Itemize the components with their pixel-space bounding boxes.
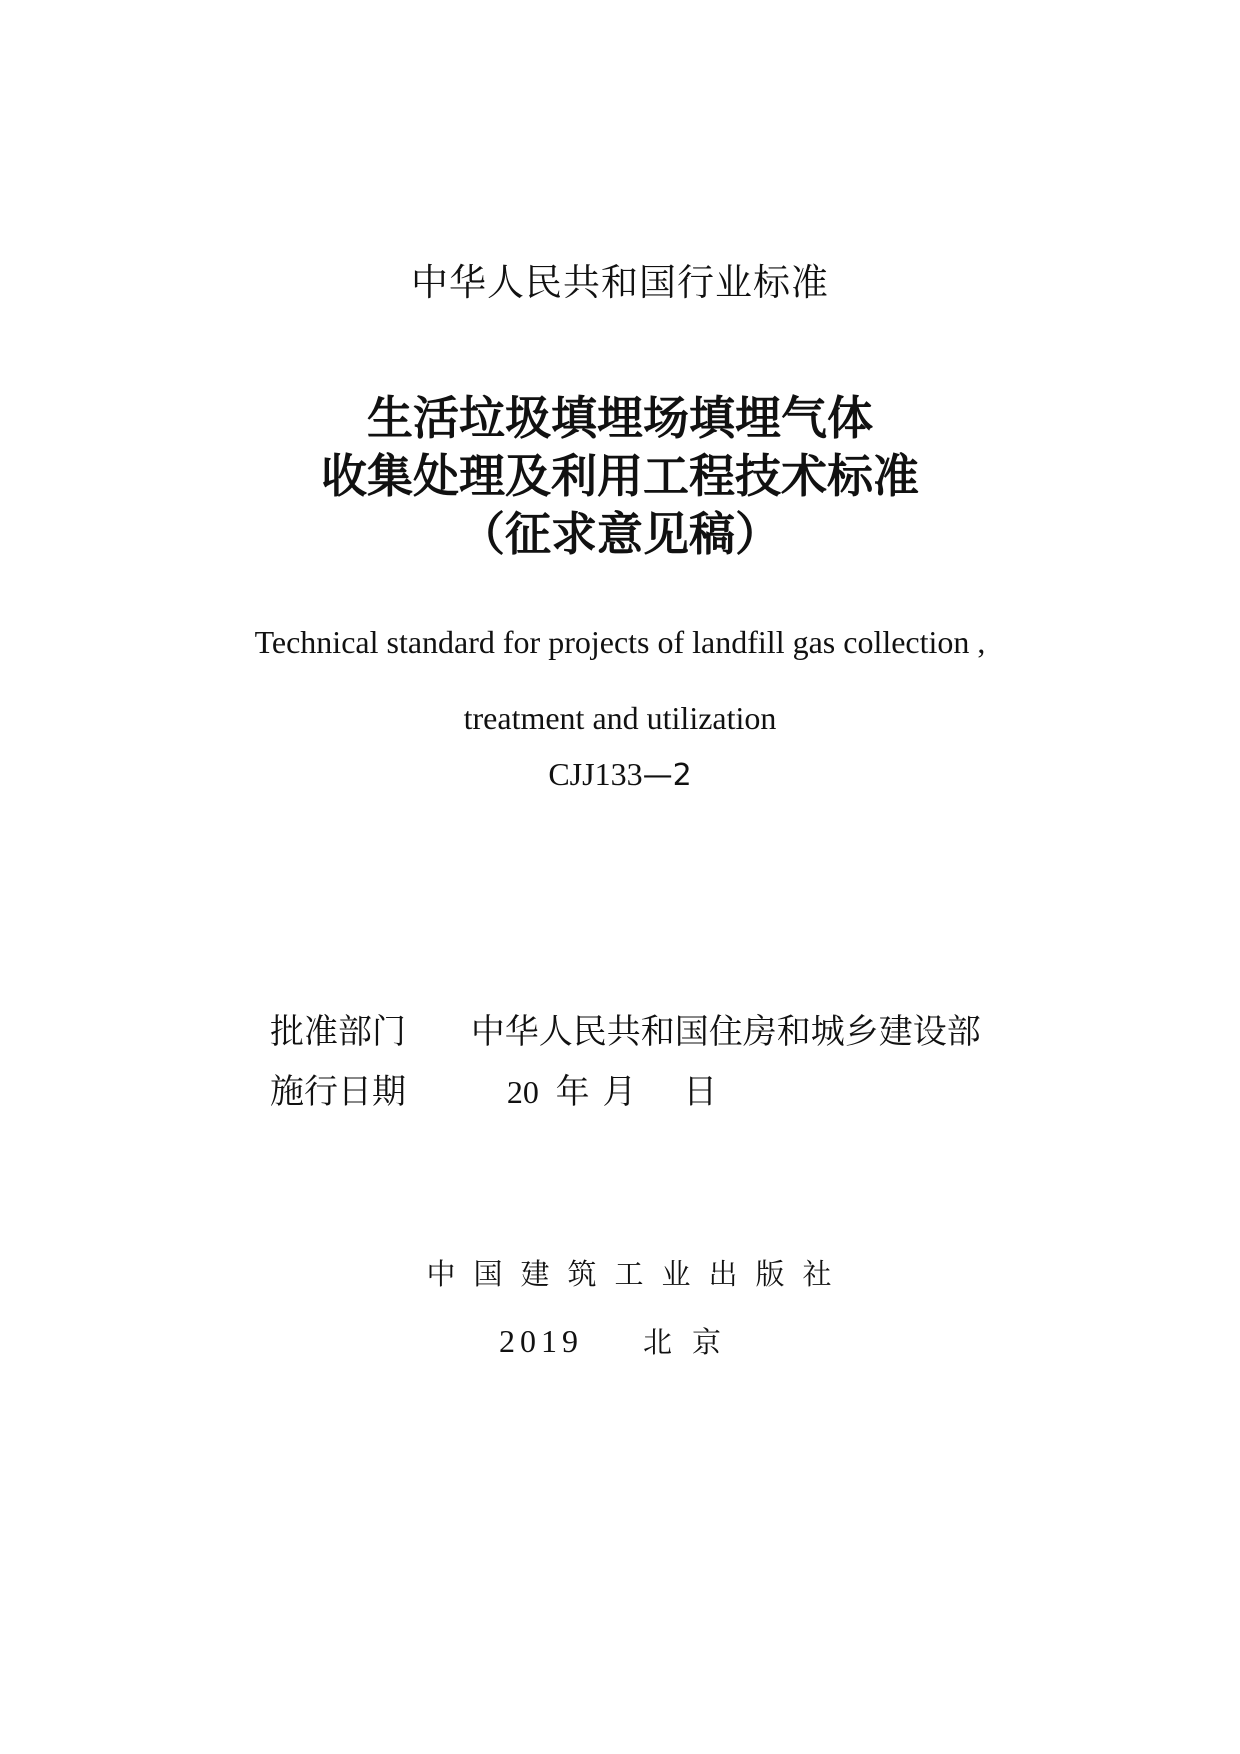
approval-row	[270, 1004, 981, 1053]
effective-date-year-unit: 年	[555, 1072, 590, 1112]
publisher-name: 中国建筑工业出版社	[426, 1259, 850, 1291]
effective-date-year: 20	[506, 1074, 539, 1110]
approval-value: 中华人民共和国住房和城乡建设部	[470, 1012, 981, 1052]
approval-label: 批准部门	[270, 1012, 406, 1052]
code-dash: —	[642, 758, 673, 793]
effective-date-day-unit: 日	[683, 1072, 718, 1112]
title-line-2: 收集处理及利用工程技术标准	[321, 449, 919, 503]
title-line-3: （征求意见稿）	[459, 507, 781, 561]
publication-line	[0, 1320, 1240, 1361]
effective-date-value	[471, 1064, 717, 1113]
code-suffix: 2	[672, 758, 692, 793]
effective-date-row	[270, 1064, 717, 1113]
english-title-line-1: Technical standard for projects of landfill gas collection ,	[254, 624, 986, 660]
publication-year: 2019	[498, 1323, 583, 1359]
effective-date-label: 施行日期	[270, 1072, 406, 1112]
standard-category: 中华人民共和国行业标准	[411, 261, 829, 304]
title-line-1: 生活垃圾填埋场填埋气体	[367, 391, 873, 445]
english-title-line-2: treatment and utilization	[463, 700, 777, 736]
standard-code	[0, 756, 1240, 793]
effective-date-month-unit: 月	[602, 1072, 637, 1112]
code-prefix: CJJ133	[548, 756, 643, 792]
publication-city: 北京	[642, 1325, 741, 1359]
